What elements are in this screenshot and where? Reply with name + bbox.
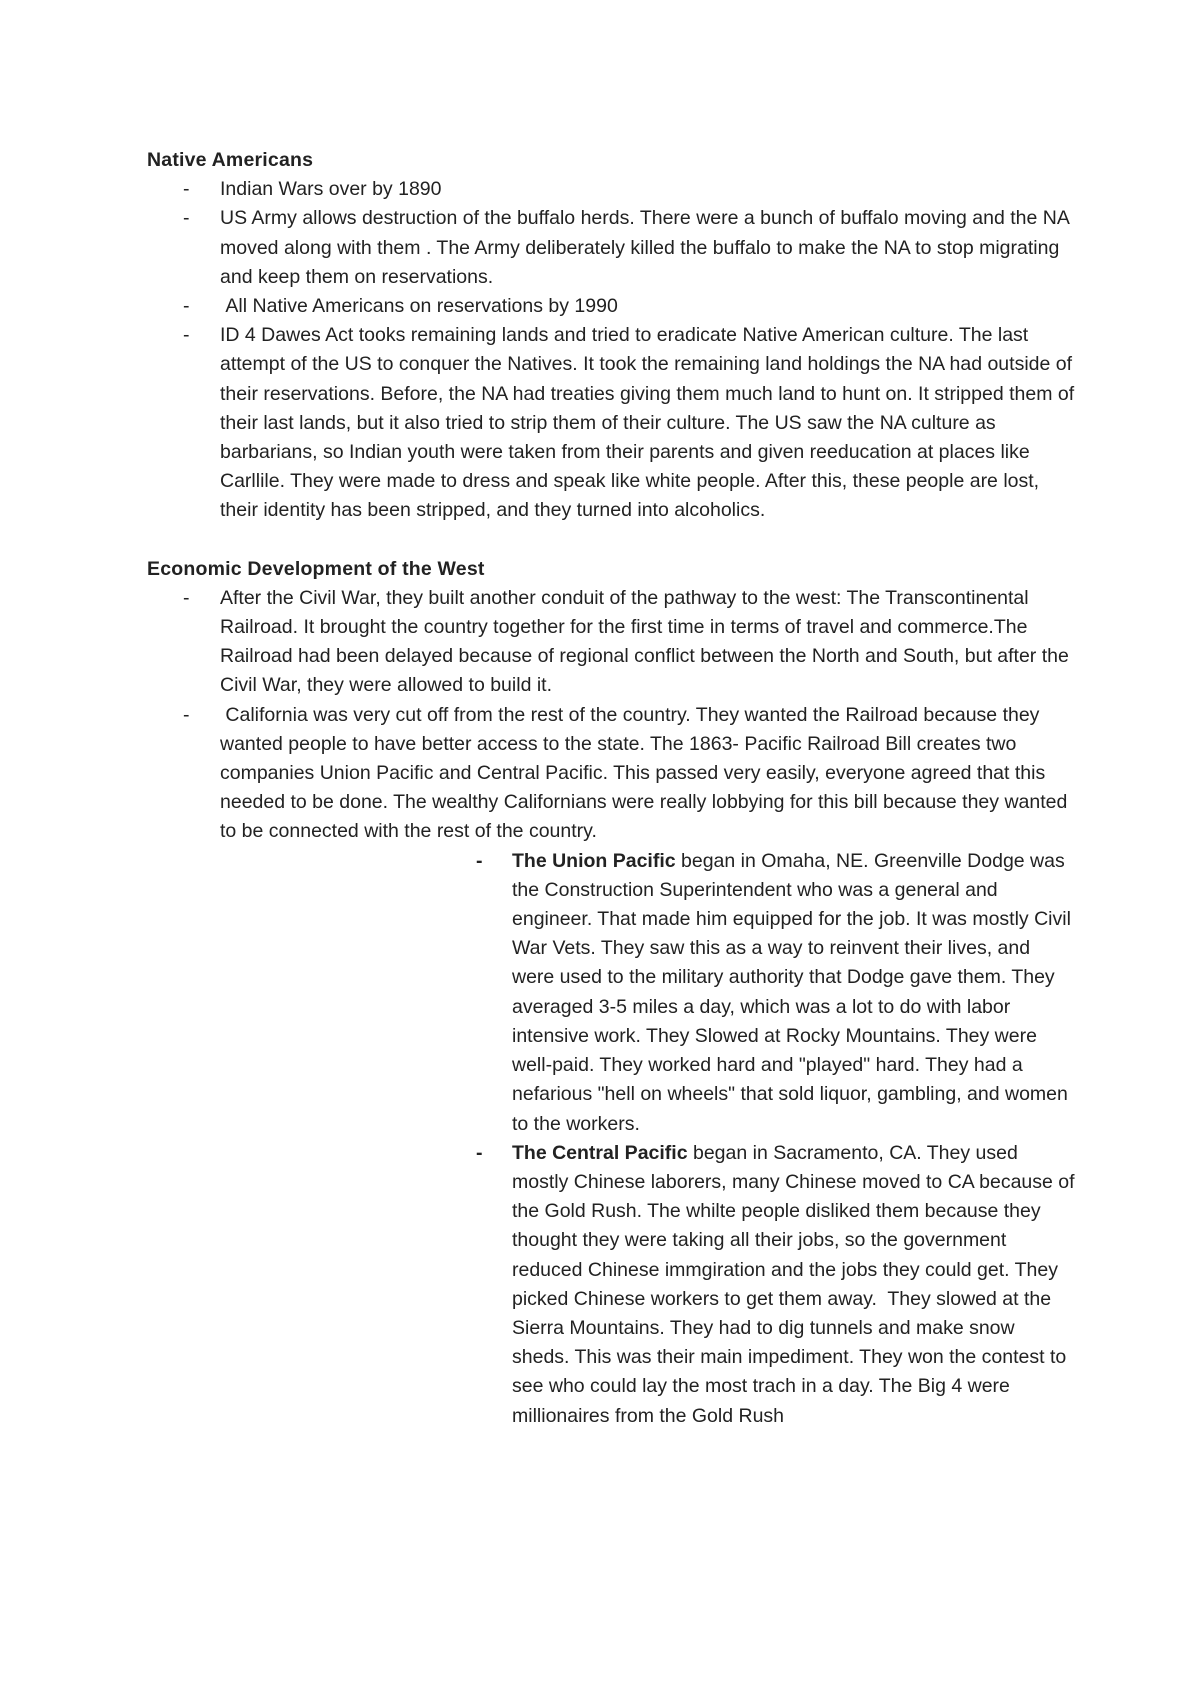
list-item-text: ID 4 Dawes Act tooks remaining lands and tried to eradicate Native American culture. The last attempt of the US to conquer the Natives. It took the remaining land holdings the NA had outside of their reservations. Before, the NA had treaties giving them much land to hunt on. It stripped them of their last lands, but it also tried to strip them of their culture. The US saw the NA culture as barbarians, so Indian youth were taken from their parents and given reeducation at places like Carllile. They were made to dress and speak like white people. After this, these people are lost, their identity has been stripped, and they turned into alcoholics. xyxy=(220,324,1075,522)
list-item xyxy=(147,292,1077,321)
list-item-text: US Army allows destruction of the buffalo herds. There were a bunch of buffalo moving and the NA moved along with them . The Army deliberately killed the buffalo to make the NA to stop migrating and keep them on reservations. xyxy=(220,207,1069,288)
list-item xyxy=(147,701,1077,847)
item-lead-text: The Union Pacific xyxy=(512,849,676,872)
bullet-dash: - xyxy=(183,178,190,201)
nested-list-item xyxy=(147,847,1077,1139)
item-lead-text: The Central Pacific xyxy=(512,1141,688,1164)
list-item-text: After the Civil War, they built another conduit of the pathway to the west: The Transcontinental Railroad. It brought the country together for the first time in terms of travel and commerce.The Railroad had been delayed because of regional conflict between the North and South, but after the Civil War, they were allowed to build it. xyxy=(220,586,1069,697)
list-item xyxy=(147,321,1077,525)
bullet-dash: - xyxy=(476,1141,483,1164)
bullet-dash: - xyxy=(183,586,190,609)
section-spacer xyxy=(147,526,1077,555)
bullet-dash: - xyxy=(183,207,190,230)
bullet-list xyxy=(147,175,1077,525)
section-heading: Native Americans xyxy=(147,149,314,171)
list-item-text: California was very cut off from the rest of the country. They wanted the Railroad because they wanted people to have better access to the state. The 1863- Pacific Railroad Bill creates two companies Union Pacific and Central Pacific. This passed very easily, everyone agreed that this needed to be done. The wealthy Californians were really lobbying for this bill because they wanted to be connected with the rest of the country. xyxy=(220,703,1073,843)
section-native-americans xyxy=(147,146,1077,526)
list-item xyxy=(147,175,1077,204)
section-heading: Economic Development of the West xyxy=(147,557,485,580)
item-body-text: began in Sacramento, CA. They used mostly Chinese laborers, many Chinese moved to CA because of the Gold Rush. The whilte people disliked them because they thought they were taking all their jobs, so the government reduced Chinese immgiration and the jobs they could get. They picked Chinese workers to get them away. They slowed at the Sierra Mountains. They had to dig tunnels and make snow sheds. This was their main impediment. They won the contest to see who could lay the most trach in a day. The Big 4 were millionaires from the Gold Rush xyxy=(512,1141,1080,1427)
bullet-list xyxy=(147,584,1077,847)
nested-list-item xyxy=(147,1139,1080,1431)
bullet-dash: - xyxy=(183,324,190,347)
list-item xyxy=(147,204,1077,292)
bullet-dash: - xyxy=(476,849,483,872)
section-economic-development xyxy=(147,555,1080,1431)
bullet-dash: - xyxy=(183,703,190,726)
item-body-text: began in Omaha, NE. Greenville Dodge was the Construction Superintendent who was a general and engineer. That made him equipped for the job. It was mostly Civil War Vets. They saw this as a way to reinvent their lives, and were used to the military authority that Dodge gave them. They averaged 3-5 miles a day, which was a lot to do with labor intensive work. They Slowed at Rocky Mountains. They were well-paid. They worked hard and "played" hard. They had a nefarious "hell on wheels" that sold liquor, gambling, and women to the workers. xyxy=(512,849,1077,1135)
document-body xyxy=(147,146,1080,1431)
bullet-dash: - xyxy=(183,295,190,318)
nested-bullet-list xyxy=(147,847,1080,1431)
list-item-text: All Native Americans on reservations by 1990 xyxy=(220,295,618,318)
list-item-text: Indian Wars over by 1890 xyxy=(220,178,442,201)
list-item xyxy=(147,584,1077,701)
